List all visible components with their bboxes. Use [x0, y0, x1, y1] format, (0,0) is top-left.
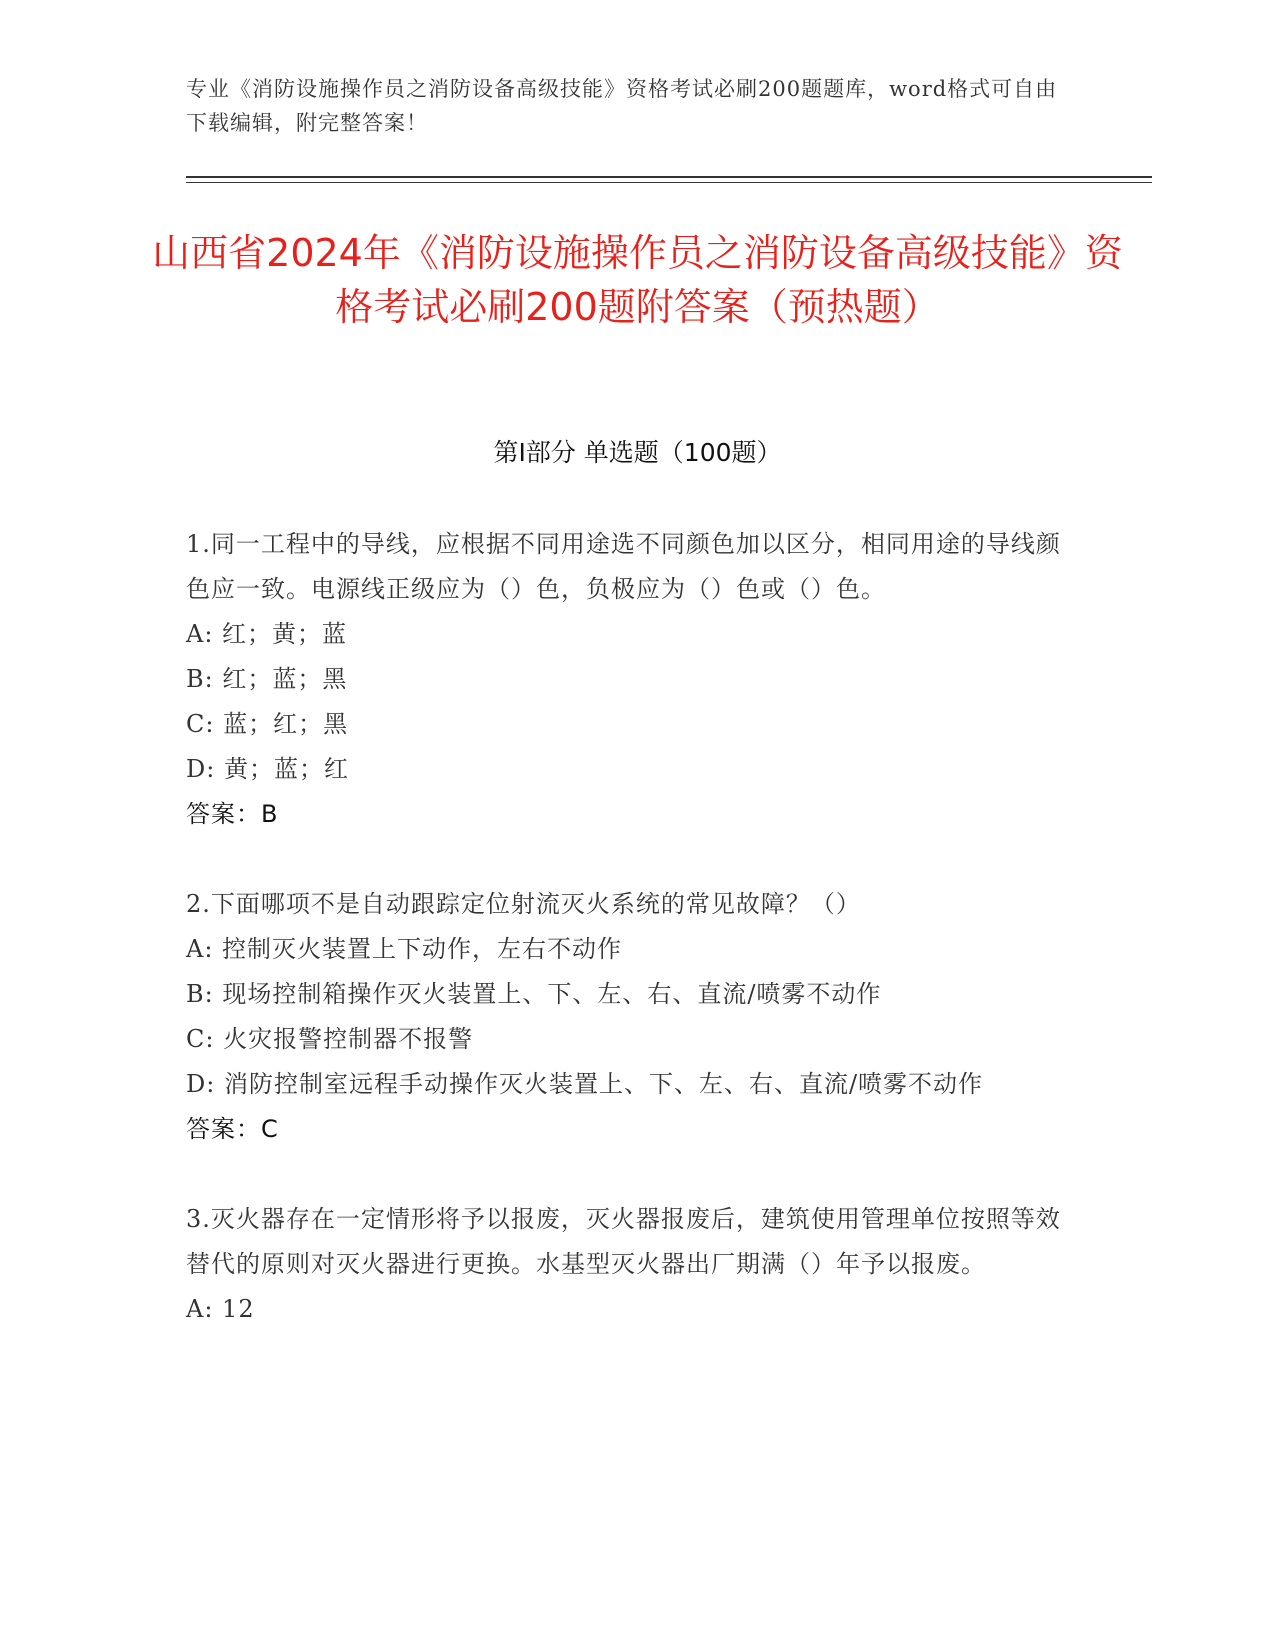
document-title: 山西省2024年《消防设施操作员之消防设备高级技能》资格考试必刷200题附答案（预热题）: [152, 231, 1123, 329]
question-3: [186, 1197, 1066, 1332]
option-a: A: 红；黄；蓝: [186, 620, 348, 648]
option-c: C: 火灾报警控制器不报警: [186, 1025, 474, 1053]
question-2: [186, 882, 1066, 1152]
question-stem: 2.下面哪项不是自动跟踪定位射流灭火系统的常见故障？（）: [186, 890, 861, 918]
option-c: C: 蓝；红；黑: [186, 710, 349, 738]
header-note: 专业《消防设施操作员之消防设备高级技能》资格考试必刷200题题库，word格式可自由下载编辑，附完整答案！: [186, 77, 1058, 135]
section-title: 第I部分 单选题（100题）: [493, 438, 782, 467]
question-1: [186, 522, 1066, 837]
option-a: A: 控制灭火装置上下动作，左右不动作: [186, 935, 623, 963]
question-stem: 1.同一工程中的导线，应根据不同用途选不同颜色加以区分，相同用途的导线颜色应一致。电源线正级应为（）色，负极应为（）色或（）色。: [186, 530, 1061, 603]
option-d: D: 黄；蓝；红: [186, 755, 349, 783]
answer: 答案：B: [186, 800, 279, 828]
answer: 答案：C: [186, 1115, 279, 1143]
header-divider: [186, 176, 1152, 178]
option-b: B: 红；蓝；黑: [186, 665, 348, 693]
option-d: D: 消防控制室远程手动操作灭火装置上、下、左、右、直流/喷雾不动作: [186, 1070, 984, 1098]
option-a: A: 12: [186, 1295, 255, 1323]
question-stem: 3.灭火器存在一定情形将予以报废，灭火器报废后，建筑使用管理单位按照等效替代的原则对灭火器进行更换。水基型灭火器出厂期满（）年予以报废。: [186, 1205, 1061, 1278]
header-divider-thin: [186, 182, 1152, 183]
option-b: B: 现场控制箱操作灭火装置上、下、左、右、直流/喷雾不动作: [186, 980, 882, 1008]
question-list: [186, 522, 1066, 1377]
